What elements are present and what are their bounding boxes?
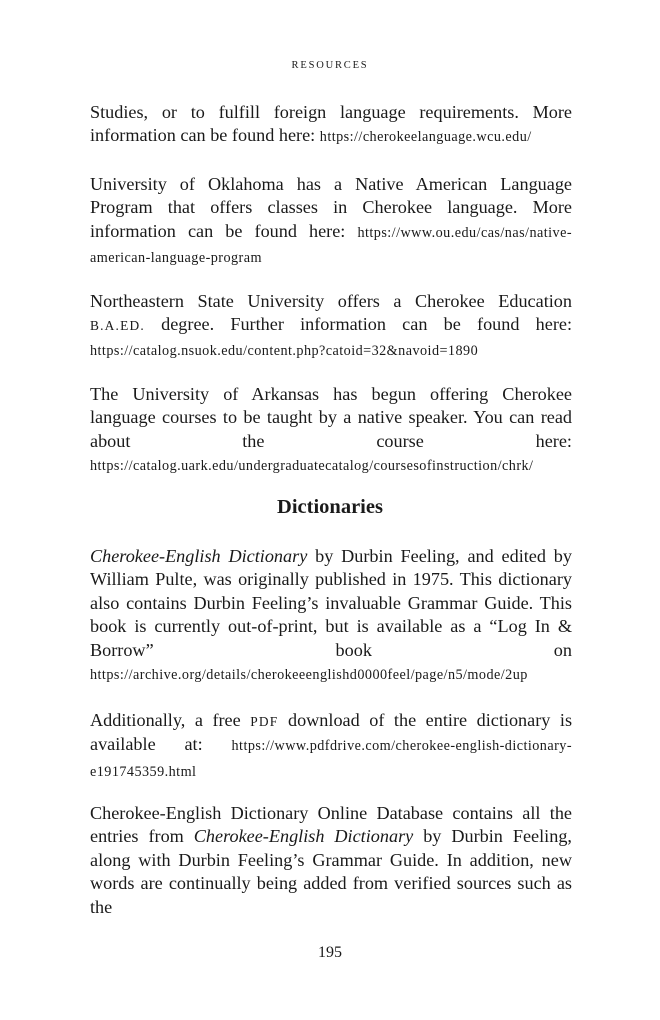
- paragraph-dictionary: [90, 545, 572, 687]
- paragraph-text: University of Oklahoma has a Native American Language Program that offers classes in Cherokee language. More information can be found here:: [90, 174, 572, 241]
- paragraph-text: Northeastern State University offers a Cherokee Education: [90, 291, 572, 311]
- paragraph-arkansas: [90, 383, 572, 479]
- paragraph-oklahoma: [90, 173, 572, 271]
- degree-abbreviation: B.A.ED.: [90, 318, 145, 334]
- paragraph-text: The University of Arkansas has begun offering Cherokee language courses to be taught by a native speaker. You can read about the course here:: [90, 384, 572, 451]
- paragraph-wcu: [90, 101, 572, 150]
- paragraph-text: Additionally, a free: [90, 710, 241, 730]
- paragraph-text: degree. Further information can be found here:: [161, 314, 572, 335]
- paragraph-text: Studies, or to fulfill foreign language requirements. More information can be found here:: [90, 102, 572, 146]
- paragraph-text: download of the entire dictionary is available at:: [90, 710, 573, 755]
- url-link[interactable]: https://www.pdfdrive.com/cherokee-english-dictionary-e191745359.html: [90, 738, 572, 780]
- paragraph-text: by Durbin Feeling, along with Durbin Feeling’s Grammar Guide. In addition, new words are continually being added from verified sources such as the: [90, 826, 572, 917]
- url-link[interactable]: https://www.ou.edu/cas/nas/native-american-language-program: [90, 224, 572, 267]
- url-link[interactable]: https://archive.org/details/cherokeeenglishd0000feel/page/n5/mode/2up: [90, 667, 528, 684]
- running-head: RESOURCES: [291, 60, 369, 71]
- book-title: Cherokee-English Dictionary: [193, 826, 414, 847]
- paragraph-northeastern: [90, 290, 572, 363]
- paragraph-text: by Durbin Feeling, and edited by William Pulte, was originally published in 1975. This dictionary also contains Durbin Feeling’s invaluable Grammar Guide. This book is currently out-of-print, but is available as a “Log In & Borrow” book on: [90, 546, 572, 660]
- url-link[interactable]: https://cherokeelanguage.wcu.edu/: [319, 129, 532, 146]
- page-number: 195: [318, 944, 342, 961]
- paragraph-online-database: [90, 802, 572, 919]
- section-heading: Dictionaries: [277, 496, 383, 518]
- url-link[interactable]: https://catalog.uark.edu/undergraduatecatalog/coursesofinstruction/chrk/: [90, 458, 534, 475]
- paragraph-pdf: [90, 709, 572, 784]
- url-link[interactable]: https://catalog.nsuok.edu/content.php?catoid=32&navoid=1890: [90, 342, 479, 359]
- paragraph-text: Cherokee-English Dictionary Online Database contains all the entries from: [90, 803, 572, 847]
- book-title: Cherokee-English Dictionary: [90, 546, 308, 566]
- format-abbreviation: PDF: [250, 714, 279, 729]
